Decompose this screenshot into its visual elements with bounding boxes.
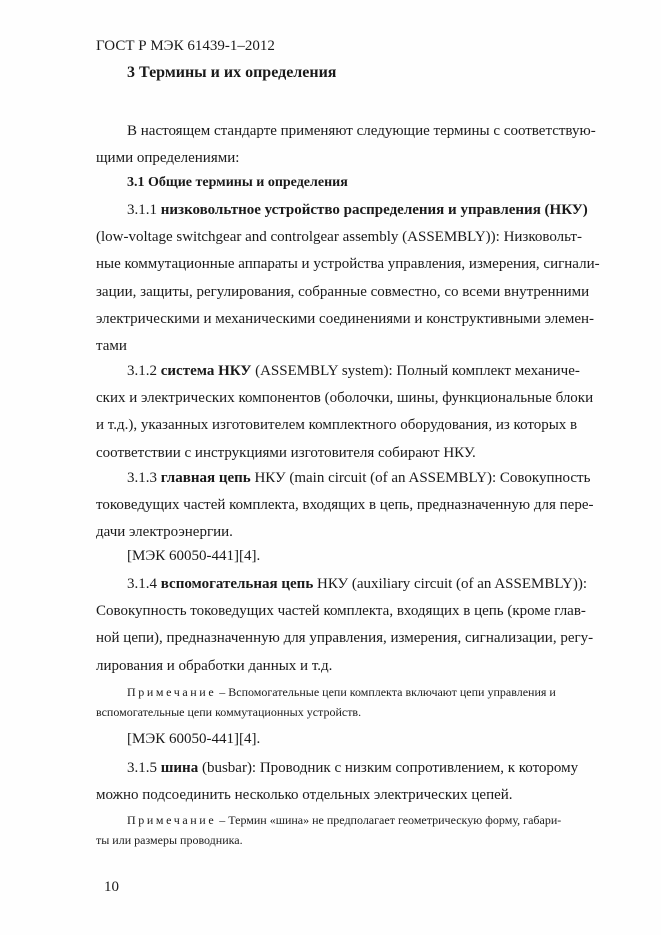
- term-number: 3.1.1: [127, 202, 161, 218]
- note-text: – Термин «шина» не предполагает геометрическую форму, габари- ты или размеры проводника.: [96, 813, 562, 847]
- reference-3-1-3: [МЭК 60050-441][4].: [127, 548, 261, 564]
- term-definition: (low-voltage switchgear and controlgear assembly (ASSEMBLY)): Низковольт- ные коммутационные аппараты и устройства управления, измерения, сигнали- зации, защиты, регулирования, собранные совместно, со всеми внутренними электрическими и механическими соединениями и конструктивными элемен- тами: [96, 229, 600, 355]
- note-3-1-4: [96, 682, 622, 722]
- term-3-1-2: [96, 358, 622, 467]
- subsection-title: 3.1 Общие термины и определения: [127, 175, 348, 190]
- term-number: 3.1.4: [127, 576, 161, 592]
- reference-3-1-4: [МЭК 60050-441][4].: [127, 731, 261, 747]
- term-3-1-4: [96, 571, 622, 680]
- term-name: вспомогательная цепь: [160, 576, 314, 592]
- note-label: Примечание: [127, 685, 217, 699]
- intro-paragraph: В настоящем стандарте применяют следующие термины с соответствую- щими определениями:: [96, 123, 596, 167]
- term-name: система НКУ: [160, 363, 252, 379]
- term-name: низковольтное устройство распределения и управления (НКУ): [160, 202, 588, 218]
- term-definition: НКУ (main circuit (of an ASSEMBLY): Совокупность токоведущих частей комплекта, входящих в цепь, предназначенную для пере- дачи электроэнергии.: [96, 470, 594, 541]
- term-3-1-3: [96, 465, 622, 547]
- page-number: 10: [104, 879, 119, 895]
- term-name: главная цепь: [160, 470, 251, 486]
- term-definition: (ASSEMBLY system): Полный комплект механиче- ских и электрических компонентов (оболочки, шины, функциональные блоки и т.д.), указанных изготовителем комплектного оборудования, из которых в соответствии с инструкциями изготовителя собирают НКУ.: [96, 363, 594, 461]
- standard-header: ГОСТ Р МЭК 61439-1–2012: [96, 38, 275, 54]
- note-3-1-5: [96, 810, 622, 850]
- term-3-1-5: [96, 755, 622, 809]
- note-label: Примечание: [127, 813, 217, 827]
- term-number: 3.1.3: [127, 470, 161, 486]
- term-definition: НКУ (auxiliary circuit (of an ASSEMBLY)): Совокупность токоведущих частей комплекта, входящих в цепь (кроме глав- ной цепи), предназначенную для управления, измерения, сигнализации, регу- лирования и обработки данных и т.д.: [96, 576, 594, 674]
- section-title: 3 Термины и их определения: [127, 64, 337, 81]
- term-name: шина: [160, 760, 199, 776]
- term-number: 3.1.2: [127, 363, 161, 379]
- term-3-1-1: [96, 197, 622, 360]
- note-text: – Вспомогательные цепи комплекта включают цепи управления и вспомогательные цепи коммутационных устройств.: [96, 685, 556, 719]
- term-definition: (busbar): Проводник с низким сопротивлением, к которому можно подсоединить несколько отдельных электрических цепей.: [96, 760, 579, 804]
- term-number: 3.1.5: [127, 760, 161, 776]
